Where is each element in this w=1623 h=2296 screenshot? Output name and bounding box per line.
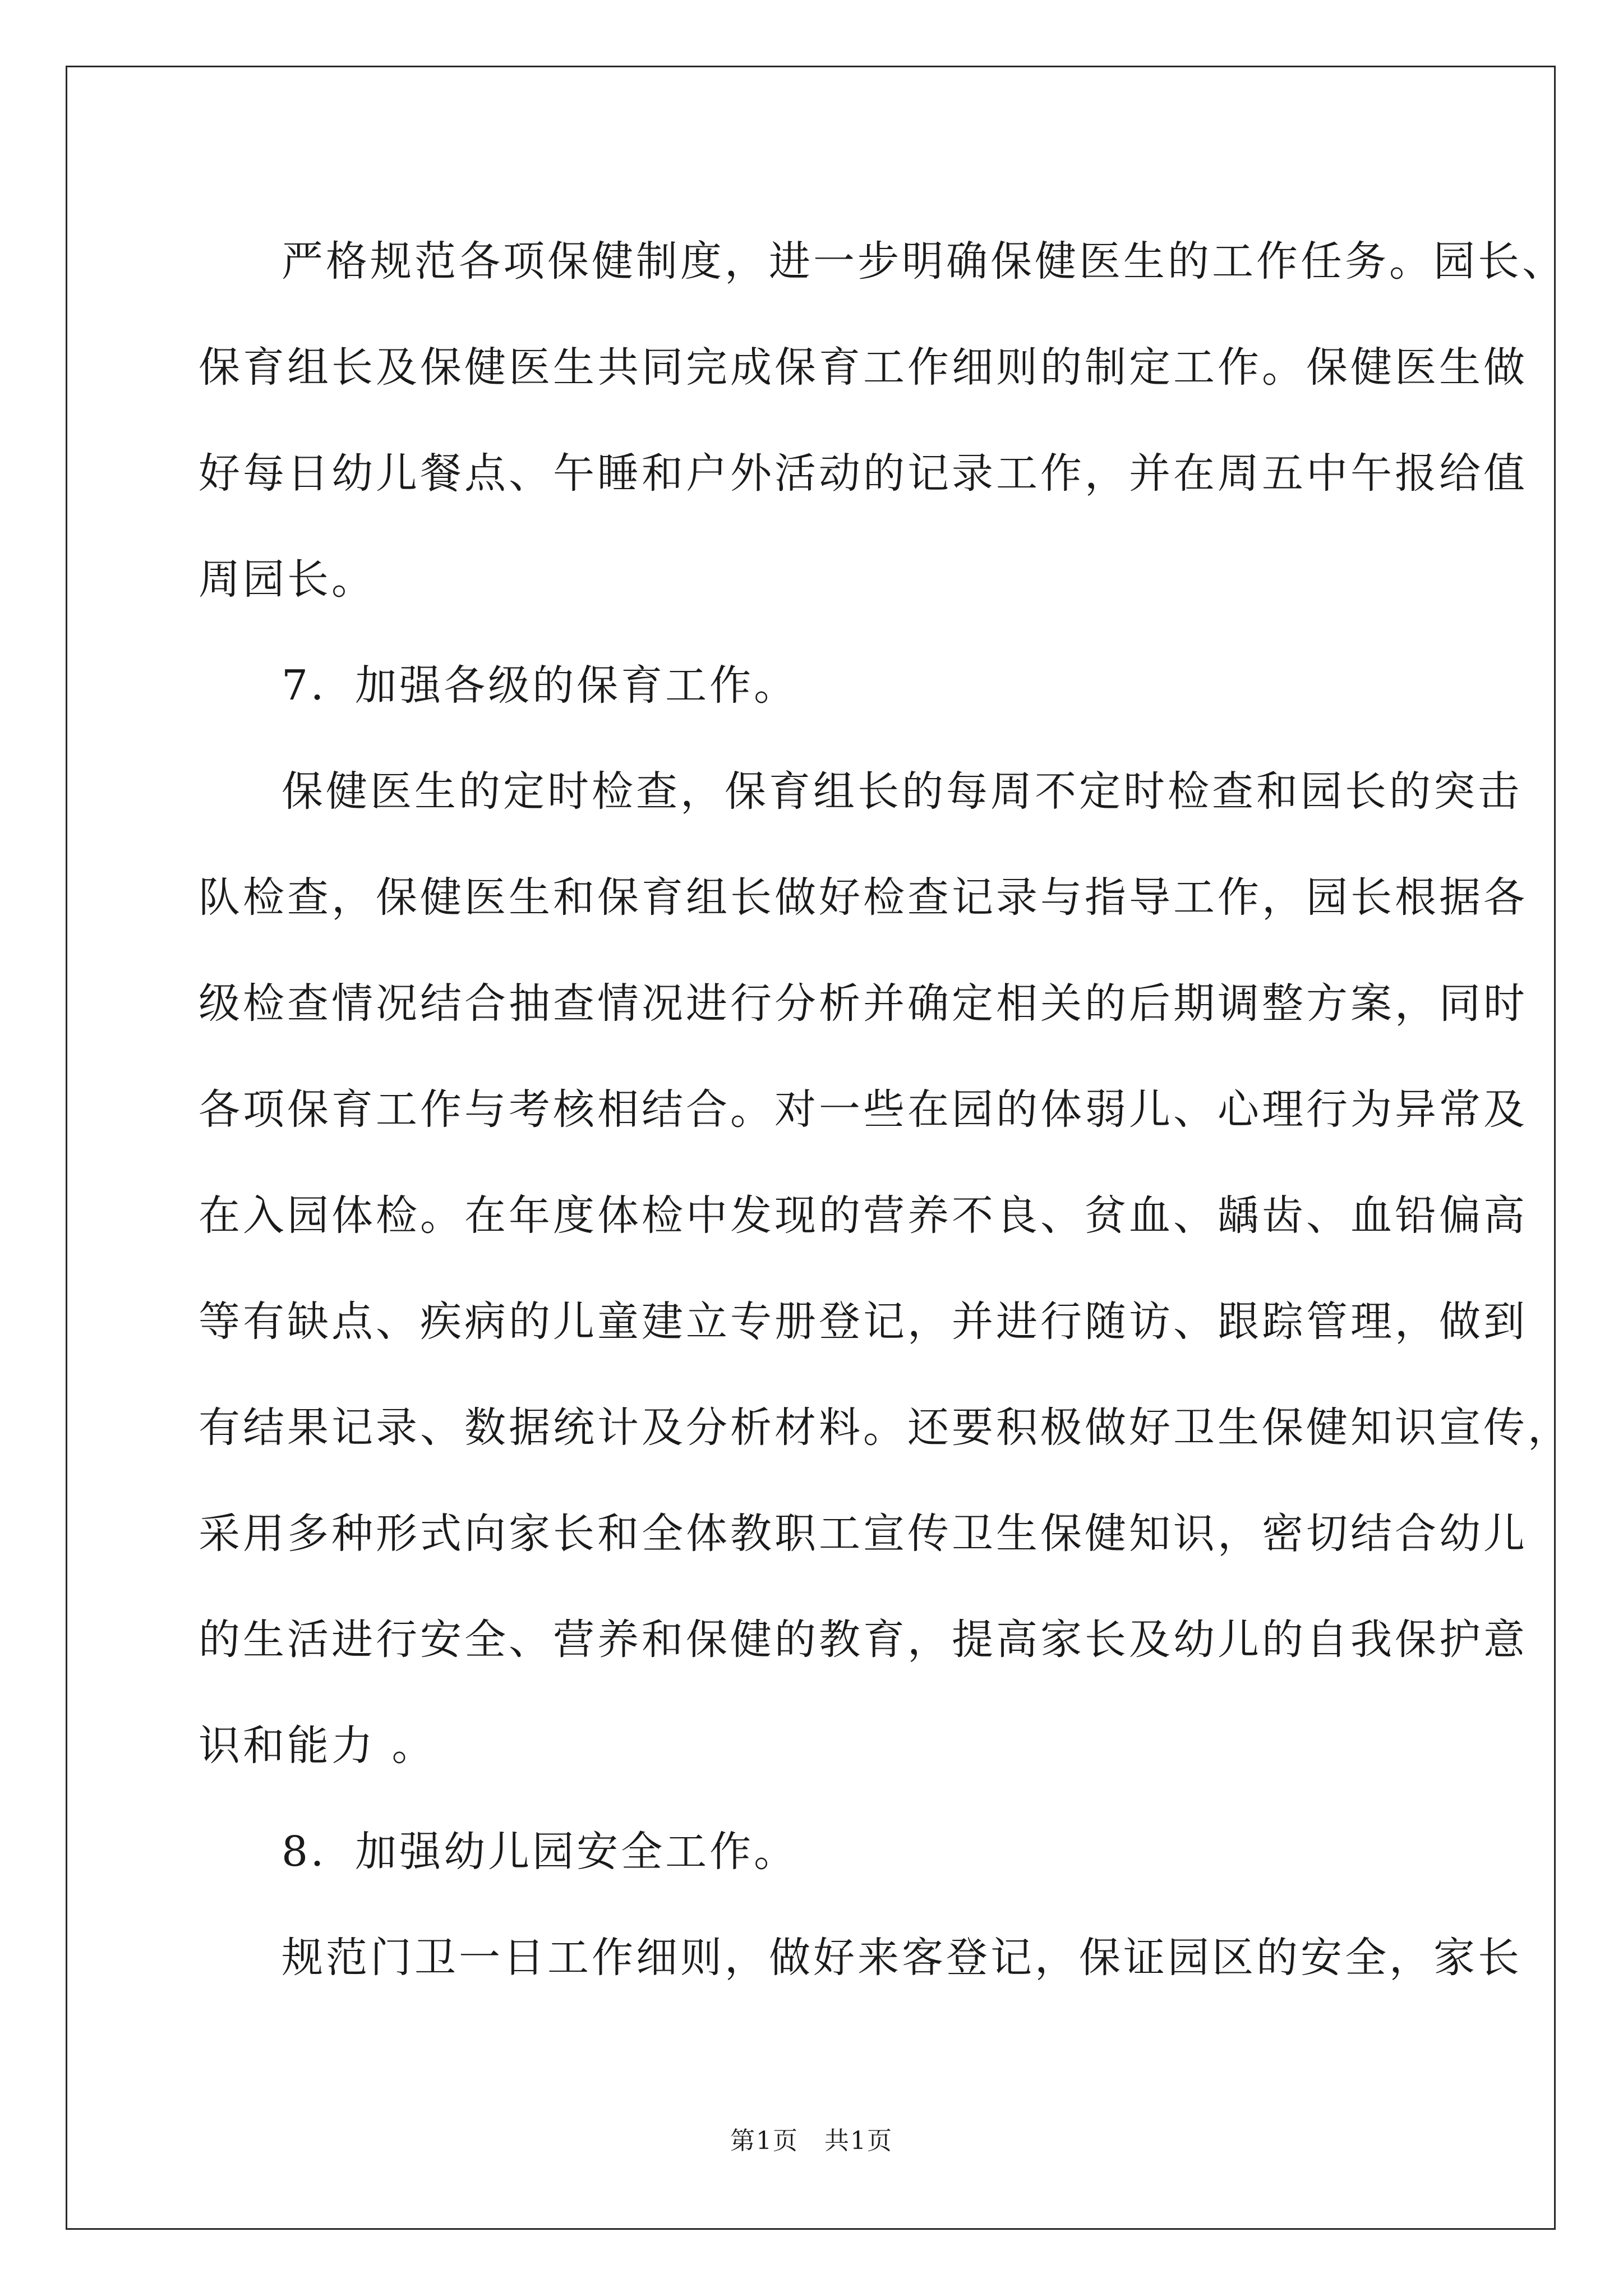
paragraph-line: 严格规范各项保健制度，进一步明确保健医生的工作任务。园长、	[282, 237, 1566, 286]
paragraph-line: 保育组长及保健医生共同完成保育工作细则的制定工作。保健医生做	[199, 343, 1528, 392]
paragraph-line: 好每日幼儿餐点、午睡和户外活动的记录工作，并在周五中午报给值	[199, 449, 1528, 498]
section-heading-8: 8．加强幼儿园安全工作。	[282, 1828, 799, 1876]
paragraph-line: 在入园体检。在年度体检中发现的营养不良、贫血、龋齿、血铅偏高	[199, 1191, 1528, 1240]
paragraph-line: 周园长。	[199, 555, 376, 604]
paragraph-line: 级检查情况结合抽查情况进行分析并确定相关的后期调整方案，同时	[199, 979, 1528, 1028]
paragraph-line: 规范门卫一日工作细则，做好来客登记，保证园区的安全，家长	[282, 1934, 1522, 1982]
section-heading-7: 7．加强各级的保育工作。	[282, 661, 799, 710]
paragraph-line: 识和能力 。	[199, 1722, 436, 1770]
paragraph-line: 保健医生的定时检查，保育组长的每周不定时检查和园长的突击	[282, 767, 1522, 816]
paragraph-line: 有结果记录、数据统计及分析材料。还要积极做好卫生保健知识宣传，	[199, 1404, 1572, 1452]
paragraph-line: 的生活进行安全、营养和保健的教育，提高家长及幼儿的自我保护意	[199, 1616, 1528, 1664]
paragraph-line: 各项保育工作与考核相结合。对一些在园的体弱儿、心理行为异常及	[199, 1085, 1528, 1134]
page-number-footer: 第1页 共1页	[730, 2127, 893, 2155]
paragraph-line: 队检查，保健医生和保育组长做好检查记录与指导工作，园长根据各	[199, 873, 1528, 922]
paragraph-line: 采用多种形式向家长和全体教职工宣传卫生保健知识，密切结合幼儿	[199, 1510, 1528, 1558]
document-body	[199, 209, 1572, 2011]
paragraph-line: 等有缺点、疾病的儿童建立专册登记，并进行随访、跟踪管理，做到	[199, 1297, 1528, 1346]
